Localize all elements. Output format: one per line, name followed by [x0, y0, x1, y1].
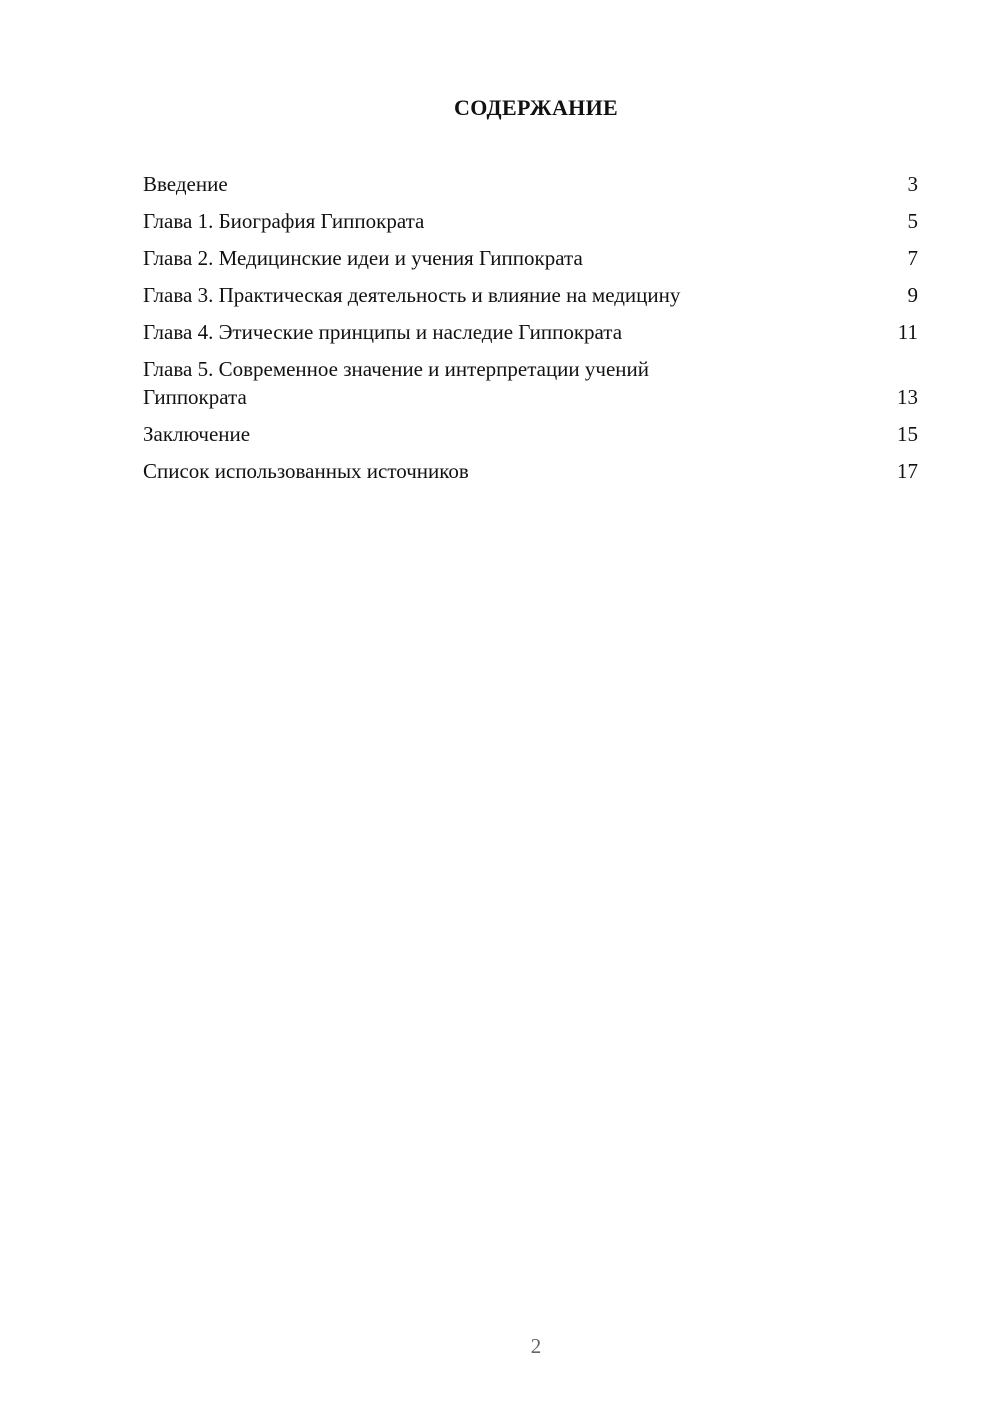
toc-entry-title: Список использованных источников	[143, 459, 469, 483]
toc-entry	[143, 170, 918, 198]
toc-entry-page: 5	[907, 209, 918, 233]
toc-entry	[143, 281, 918, 309]
toc-entry	[143, 420, 918, 448]
toc-entry-title: Глава 1. Биография Гиппократа	[143, 209, 425, 233]
toc-entry-page: 11	[897, 320, 918, 344]
toc-entry-title: Заключение	[143, 422, 251, 446]
page-title: СОДЕРЖАНИЕ	[454, 95, 618, 120]
table-of-contents	[143, 170, 918, 494]
toc-entry-page: 17	[897, 459, 918, 483]
toc-entry	[143, 318, 918, 346]
toc-entry-page: 13	[897, 385, 918, 409]
toc-entry-page: 9	[907, 283, 918, 307]
toc-entry	[143, 355, 918, 411]
toc-entry-page: 15	[897, 422, 918, 446]
page-number: 2	[530, 1334, 542, 1358]
toc-entry-page: 3	[907, 172, 918, 196]
toc-entry-title: Глава 4. Этические принципы и наследие Гиппократа	[143, 320, 623, 344]
toc-entry-title: Глава 2. Медицинские идеи и учения Гиппократа	[143, 246, 583, 270]
toc-entry	[143, 244, 918, 272]
toc-entry-page: 7	[907, 246, 918, 270]
toc-entry	[143, 207, 918, 235]
toc-entry-title: Глава 3. Практическая деятельность и влияние на медицину	[143, 283, 681, 307]
toc-entry-title: Введение	[143, 172, 228, 196]
toc-entry	[143, 457, 918, 485]
toc-entry-title: Глава 5. Современное значение и интерпретации учений Гиппократа	[143, 357, 650, 409]
